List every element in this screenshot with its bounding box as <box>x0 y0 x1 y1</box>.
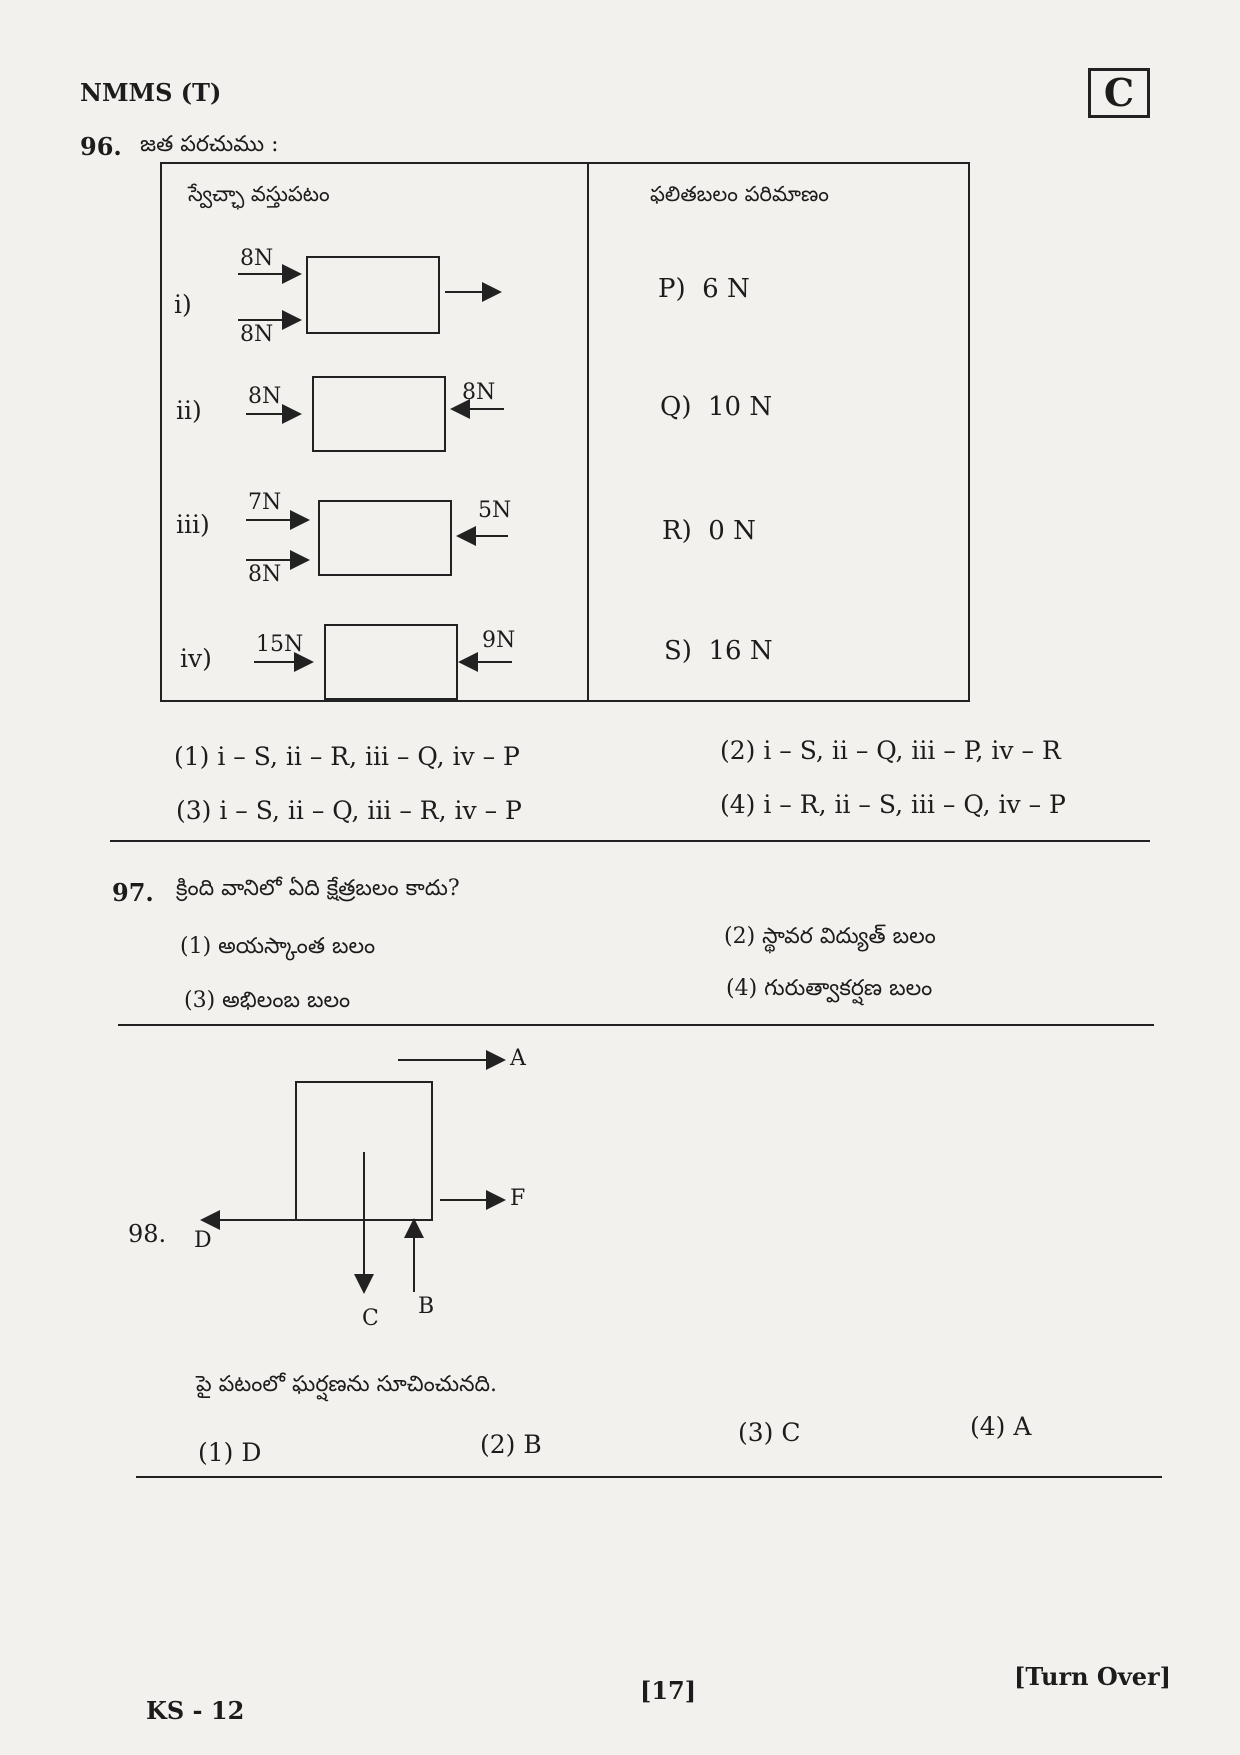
table-divider <box>587 164 589 700</box>
result-r <box>662 516 756 546</box>
q97-option-2[interactable]: (2) స్థావర విద్యుత్ బలం <box>724 924 936 949</box>
force-label: 5N <box>478 498 512 523</box>
result-key: P) <box>658 274 686 304</box>
divider-line <box>118 1024 1154 1026</box>
q98-option-4[interactable]: (4) A <box>970 1412 1032 1441</box>
q97-option-3[interactable]: (3) అభిలంబ బలం <box>184 988 351 1013</box>
force-label: 8N <box>240 246 274 271</box>
force-label: 9N <box>482 628 516 653</box>
result-key: S) <box>664 636 692 666</box>
force-label: 7N <box>248 490 282 515</box>
q96-option-1[interactable]: (1) i – S, ii – R, iii – Q, iv – P <box>174 742 520 771</box>
q98-option-1[interactable]: (1) D <box>198 1438 262 1467</box>
row-label-iv: iv) <box>180 644 212 673</box>
q97-prompt: క్రింది వానిలో ఏది క్షేత్రబలం కాదు? <box>176 876 460 901</box>
q96-prompt: జత పరచుము : <box>140 132 279 157</box>
result-value: 10 N <box>708 392 773 422</box>
row-label-i: i) <box>174 290 192 319</box>
page-number: [17] <box>640 1676 697 1705</box>
set-code-box: C <box>1088 68 1150 118</box>
label-f: F <box>510 1186 526 1211</box>
column-left-title: స్వేచ్ఛా వస్తుపటం <box>188 182 330 206</box>
result-value: 16 N <box>708 636 773 666</box>
q96-option-3[interactable]: (3) i – S, ii – Q, iii – R, iv – P <box>176 796 522 825</box>
object-box-ii <box>312 376 446 452</box>
turn-over: [Turn Over] <box>1014 1662 1172 1691</box>
object-box-iv <box>324 624 458 700</box>
column-right-title: ఫలితబలం పరిమాణం <box>650 182 829 206</box>
force-label: 8N <box>462 380 496 405</box>
q96-match-table <box>160 162 970 702</box>
result-q <box>660 392 772 422</box>
divider-line <box>110 840 1150 842</box>
exam-code: NMMS (T) <box>80 78 222 107</box>
label-a: A <box>510 1046 526 1071</box>
row-label-iii: iii) <box>176 510 210 539</box>
result-value: 0 N <box>708 516 756 546</box>
force-label: 8N <box>248 562 282 587</box>
footer-code: KS - 12 <box>146 1696 245 1725</box>
q96-number: 96. <box>80 132 122 161</box>
q96-option-4[interactable]: (4) i – R, ii – S, iii – Q, iv – P <box>720 790 1066 819</box>
q97-option-4[interactable]: (4) గురుత్వాకర్షణ బలం <box>726 976 933 1001</box>
q97-option-1[interactable]: (1) అయస్కాంత బలం <box>180 934 376 959</box>
q98-number: 98. <box>128 1220 167 1248</box>
force-label: 8N <box>248 384 282 409</box>
object-box-iii <box>318 500 452 576</box>
result-p <box>658 274 750 304</box>
result-s <box>664 636 773 666</box>
q97-number: 97. <box>112 878 154 907</box>
force-label: 15N <box>256 632 304 657</box>
result-key: R) <box>662 516 692 546</box>
q98-prompt: పై పటంలో ఘర్షణను సూచించునది. <box>196 1372 498 1397</box>
row-label-ii: ii) <box>176 396 202 425</box>
label-b: B <box>418 1294 435 1319</box>
divider-line <box>136 1476 1162 1478</box>
result-value: 6 N <box>702 274 750 304</box>
label-c: C <box>362 1306 379 1331</box>
q98-option-3[interactable]: (3) C <box>738 1418 801 1447</box>
result-key: Q) <box>660 392 692 422</box>
q96-option-2[interactable]: (2) i – S, ii – Q, iii – P, iv – R <box>720 736 1061 765</box>
q98-option-2[interactable]: (2) B <box>480 1430 542 1459</box>
label-d: D <box>194 1228 212 1253</box>
force-label: 8N <box>240 322 274 347</box>
